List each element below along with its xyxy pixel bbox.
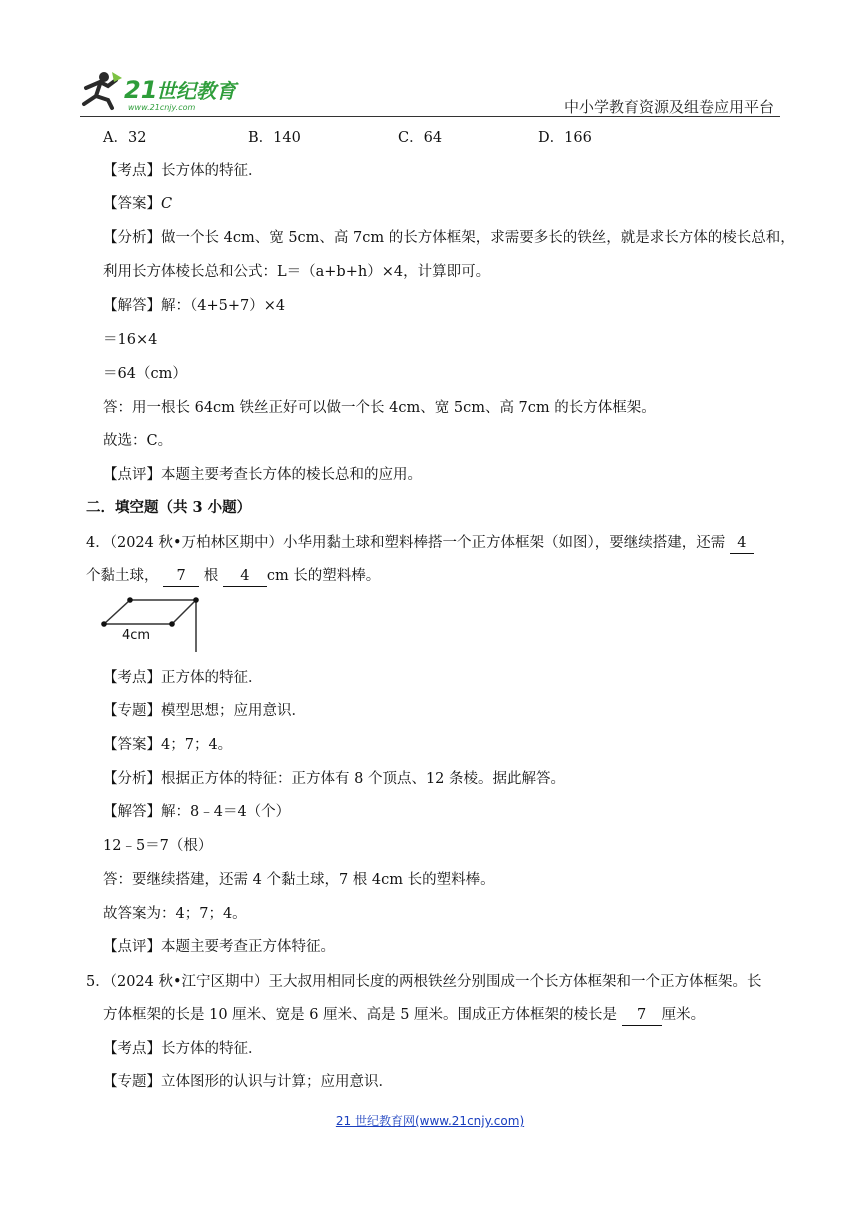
q4-stem-1: [86, 533, 754, 554]
q3-answer-sentence: 答：用一根长 64cm 铁丝正好可以做一个长 4cm、宽 5cm、高 7cm 的长方体框架。: [103, 400, 656, 416]
q4-answer-sentence: 答：要继续搭建，还需 4 个黏土球，7 根 4cm 长的塑料棒。: [103, 872, 495, 888]
q4-stem-text-2c: cm 长的塑料棒。: [266, 568, 381, 584]
q3-solution-1: 【解答】解：（4+5+7）×4: [103, 298, 286, 314]
footer-link[interactable]: 21 世纪教育网(www.21cnjy.com): [335, 1114, 525, 1128]
header-divider: [80, 116, 780, 117]
q4-stem-text-2b: 根: [203, 568, 219, 584]
q4-stem-text-2a: 个黏土球，: [86, 568, 159, 584]
q5-blank-1: 7: [622, 1005, 662, 1026]
figure-edge-label: 4cm: [122, 628, 151, 643]
q4-comment: 【点评】本题主要考查正方体特征。: [103, 939, 335, 955]
q3-analysis-1: 【分析】做一个长 4cm、宽 5cm、高 7cm 的长方体框架，求需要多长的铁丝，就是求长方体的棱长总和，: [103, 230, 795, 246]
q4-stem-2: [86, 566, 380, 587]
svg-text:世纪教育: 世纪教育: [156, 79, 236, 103]
q3-answer-label: 【答案】: [103, 196, 161, 212]
q5-stem-1: 5．（2024 秋•江宁区期中）王大叔用相同长度的两根铁丝分别围成一个长方体框架和一个正方体框架。长: [86, 974, 762, 990]
brand-logo: [78, 68, 258, 112]
q4-analysis: 【分析】根据正方体的特征：正方体有 8 个顶点、12 条棱。据此解答。: [103, 771, 566, 787]
q5-zhuanti: 【专题】立体图形的认识与计算；应用意识．: [103, 1074, 393, 1090]
q4-zhuanti: 【专题】模型思想；应用意识．: [103, 703, 306, 719]
q3-answer-value: C: [161, 196, 173, 212]
q3-solution-3: ＝64（cm）: [103, 366, 187, 382]
section-title: 二．填空题（共 3 小题）: [86, 499, 252, 516]
option-a: A．32: [103, 130, 147, 146]
q3-answer: [103, 194, 172, 214]
q4-solution-1: 【解答】解：8﹣4＝4（个）: [103, 804, 291, 820]
q3-comment: 【点评】本题主要考查长方体的棱长总和的应用。: [103, 467, 422, 483]
q5-stem-2: [103, 1005, 705, 1026]
q4-stem-text-1: 4．（2024 秋•万柏林区期中）小华用黏土球和塑料棒搭一个正方体框架（如图），要继续搭建，还需: [86, 535, 726, 551]
option-d: D．166: [538, 130, 592, 146]
cube-frame-figure: [98, 592, 204, 654]
q4-blank-1: 4: [730, 533, 754, 554]
q3-analysis-2: 利用长方体棱长总和公式：L＝（a+b+h）×4，计算即可。: [103, 264, 491, 280]
q4-kaodian: 【考点】正方体的特征．: [103, 670, 263, 686]
platform-name: 中小学教育资源及组卷应用平台: [563, 98, 774, 116]
option-b: B．140: [248, 130, 301, 146]
q3-kaodian: 【考点】长方体的特征．: [103, 163, 263, 179]
q4-blank-2: 7: [163, 566, 199, 587]
q3-solution-2: ＝16×4: [103, 332, 158, 348]
q4-blank-3: 4: [223, 566, 267, 587]
q5-stem-text-2b: 厘米。: [661, 1007, 706, 1023]
q4-final-answer: 故答案为：4；7；4。: [103, 906, 247, 922]
option-c: C．64: [398, 130, 443, 146]
q5-kaodian: 【考点】长方体的特征．: [103, 1041, 263, 1057]
svg-text:21: 21: [124, 76, 158, 104]
q3-choice: 故选：C。: [103, 433, 173, 449]
q4-solution-2: 12﹣5＝7（根）: [103, 838, 213, 854]
svg-text:www.21cnjy.com: www.21cnjy.com: [128, 103, 196, 112]
runner-logo-icon: [78, 68, 258, 112]
footer: [0, 1112, 860, 1129]
q5-stem-text-2a: 方体框架的长是 10 厘米、宽是 6 厘米、高是 5 厘米。围成正方体框架的棱长是: [103, 1007, 618, 1023]
q4-answer: 【答案】4；7；4。: [103, 737, 233, 753]
